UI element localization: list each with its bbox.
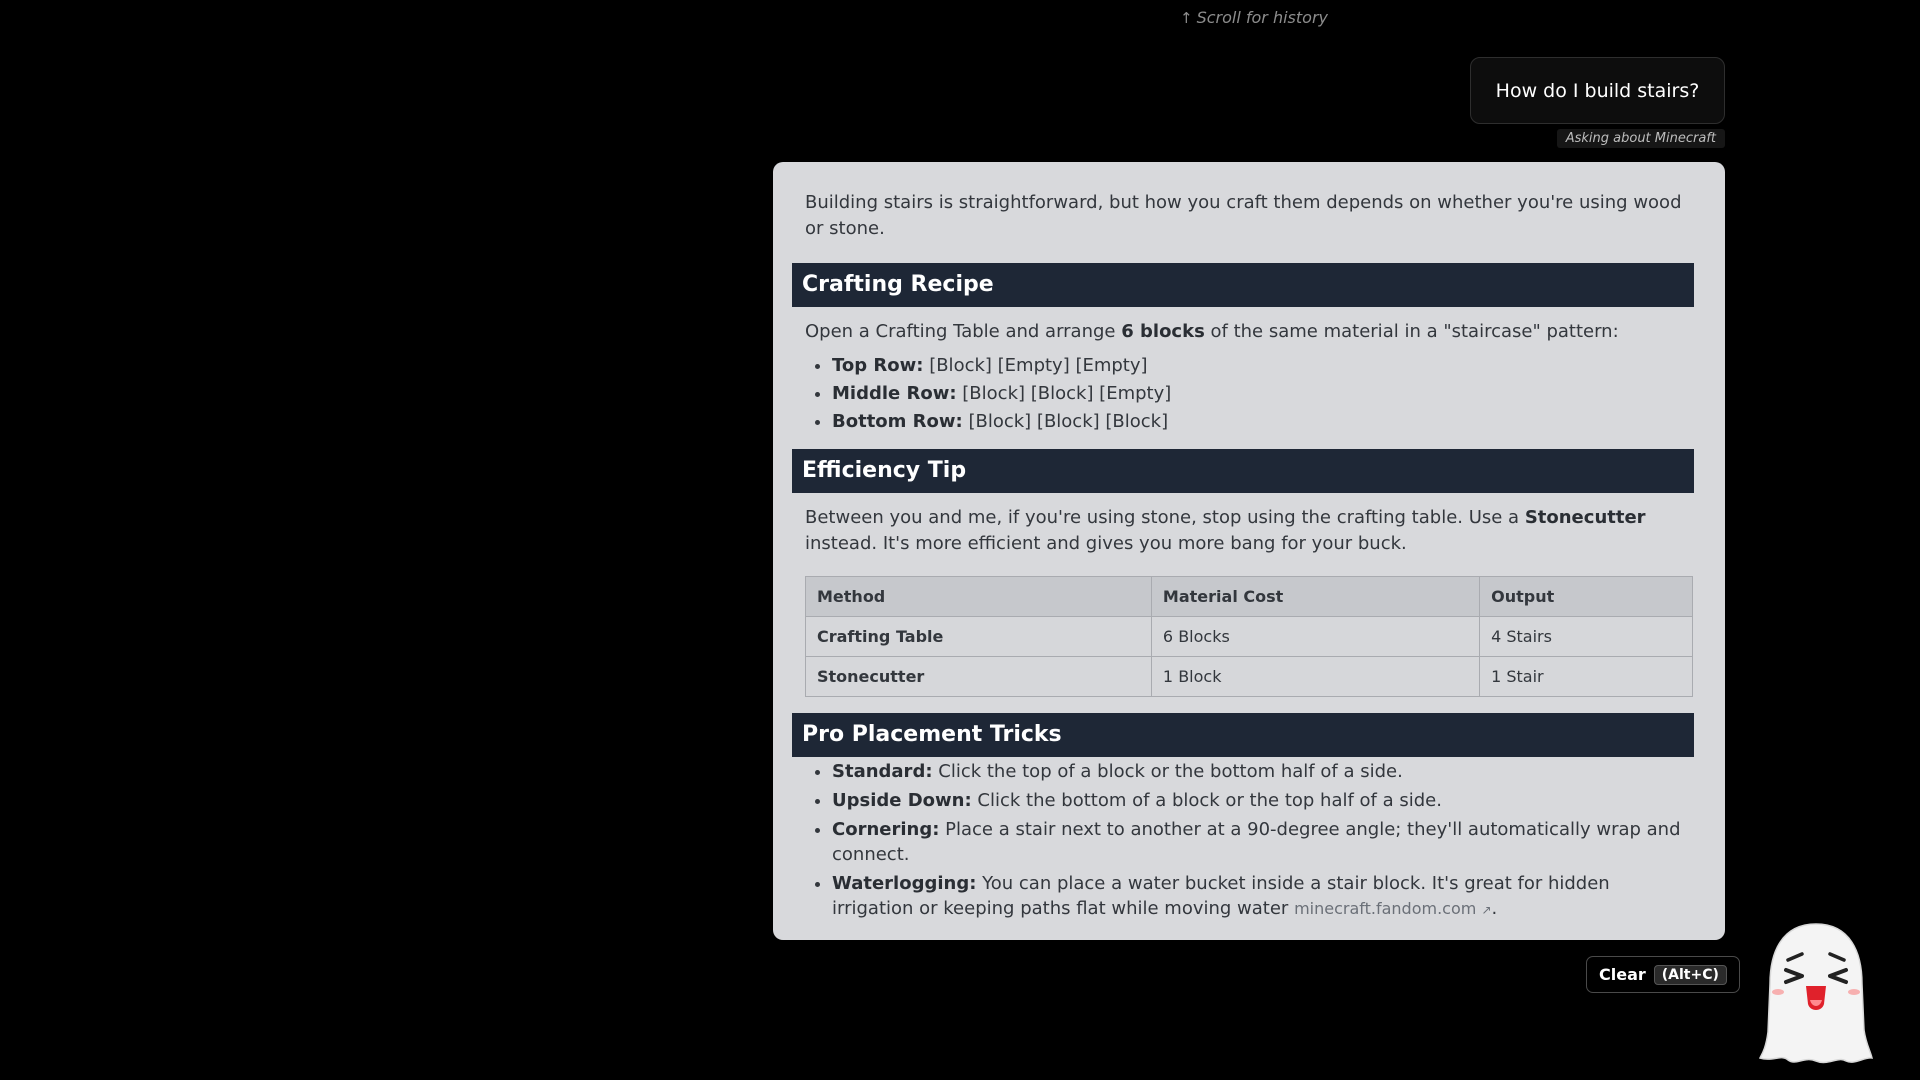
section-header-crafting-recipe: Crafting Recipe [792,263,1694,307]
table-row [806,617,1693,657]
trailing-period: . [1491,898,1498,919]
trick-text: You can place a water bucket inside a stair block. It's great for hidden irrigation or keeping paths flat while moving water [832,873,1610,919]
row-value: [Block] [Empty] [Empty] [923,355,1148,376]
clear-button-label: Clear [1599,965,1646,984]
efficiency-description [805,505,1693,557]
ghost-mascot-icon[interactable] [1758,920,1874,1065]
trick-label: Upside Down: [832,790,972,811]
list-item [832,759,1693,784]
table-cell: 1 Block [1151,657,1479,697]
table-cell: 1 Stair [1480,657,1693,697]
arrow-up-icon: ↑ [1180,8,1193,27]
table-row [806,657,1693,697]
table-cell: 6 Blocks [1151,617,1479,657]
context-tag: Asking about Minecraft [1557,129,1725,148]
source-link-label: minecraft.fandom.com [1294,899,1477,918]
trick-text: Click the bottom of a block or the top half of a side. [971,790,1442,811]
table-cell: 4 Stairs [1480,617,1693,657]
section-header-pro-placement: Pro Placement Tricks [792,713,1694,757]
column-header: Material Cost [1151,577,1479,617]
list-item [832,817,1693,867]
list-item [832,408,1693,436]
list-item [832,788,1693,813]
row-label: Middle Row: [832,383,957,404]
crafting-pattern-list [805,352,1693,436]
placement-tricks-list [805,759,1693,923]
row-value: [Block] [Block] [Empty] [956,383,1172,404]
column-header: Output [1480,577,1693,617]
list-item [832,352,1693,380]
table-cell: Stonecutter [806,657,1152,697]
history-hint-label: Scroll for history [1196,8,1328,27]
clear-button[interactable] [1586,956,1740,993]
user-message-text: How do I build stairs? [1495,79,1700,102]
answer-intro: Building stairs is straightforward, but how you craft them depends on whether you're using wood or stone. [805,192,1682,239]
efficiency-text-part: Between you and me, if you're using stone, stop using the crafting table. Use a [805,507,1525,528]
row-value: [Block] [Block] [Block] [962,411,1169,432]
trick-label: Cornering: [832,819,940,840]
trick-text: Place a stair next to another at a 90-degree angle; they'll automatically wrap and connect. [832,819,1681,865]
row-label: Bottom Row: [832,411,963,432]
user-message-bubble [1470,57,1725,124]
efficiency-text-part: instead. It's more efficient and gives you more bang for your buck. [805,533,1407,554]
column-header: Method [806,577,1152,617]
crafting-text-bold: 6 blocks [1121,321,1205,342]
efficiency-text-bold: Stonecutter [1524,507,1646,528]
table-header-row [806,577,1693,617]
row-label: Top Row: [832,355,924,376]
trick-label: Standard: [832,761,933,782]
assistant-answer-card [773,162,1725,940]
crafting-text-part: of the same material in a "staircase" pattern: [1204,321,1619,342]
scroll-history-hint[interactable] [1180,8,1328,27]
method-comparison-table [805,576,1693,697]
crafting-text-part: Open a Crafting Table and arrange [805,321,1122,342]
trick-label: Waterlogging: [832,873,977,894]
crafting-description [805,319,1693,345]
section-header-efficiency-tip: Efficiency Tip [792,449,1694,493]
shortcut-badge: (Alt+C) [1654,965,1727,985]
trick-text: Click the top of a block or the bottom half of a side. [932,761,1403,782]
table-cell: Crafting Table [806,617,1152,657]
source-link[interactable] [1294,899,1491,918]
list-item [832,380,1693,408]
list-item [832,871,1693,923]
external-link-icon: ↗ [1481,903,1492,917]
